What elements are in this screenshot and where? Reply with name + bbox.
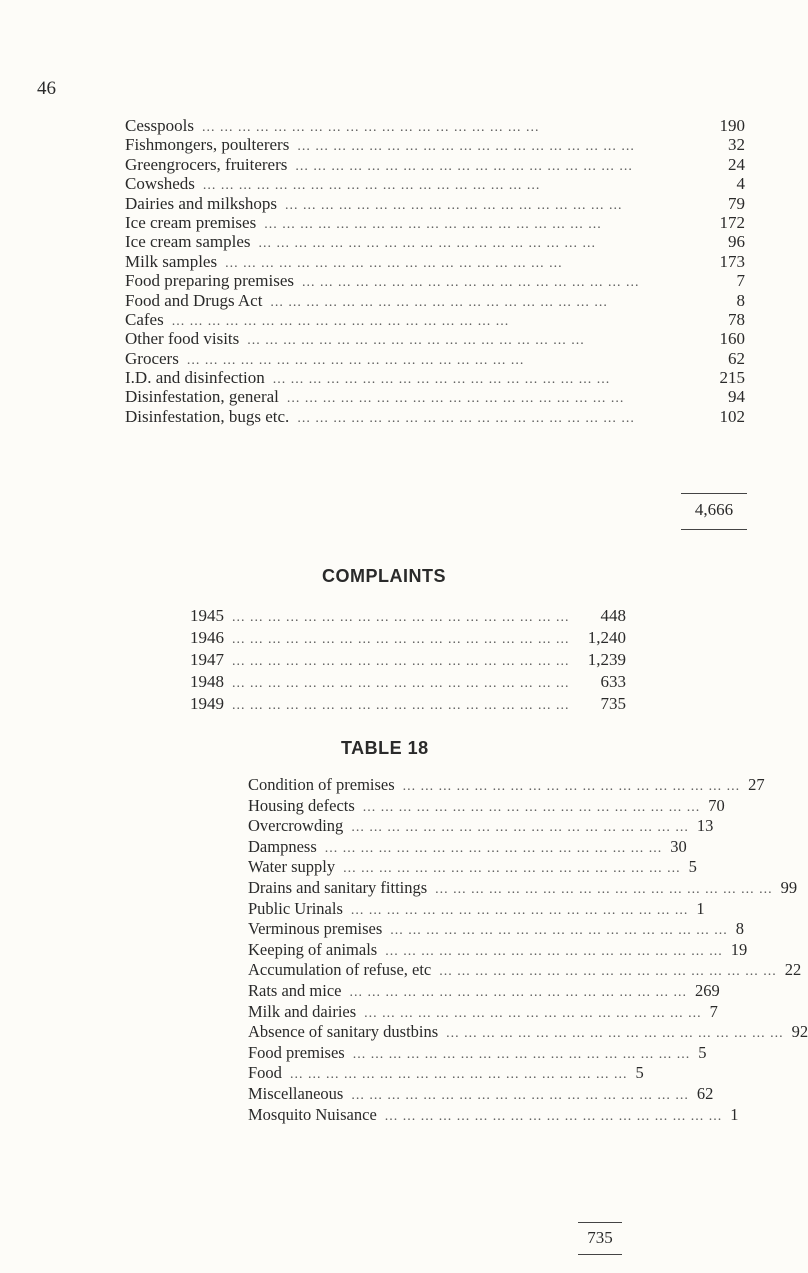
row-value: 78	[728, 309, 745, 329]
row-label: Food	[248, 1063, 282, 1083]
list-item	[125, 349, 745, 368]
list-item	[125, 271, 745, 290]
row-value: 22	[784, 960, 802, 980]
row-label: Rats and mice	[248, 980, 342, 1000]
list-item	[248, 1063, 644, 1084]
row-label: Housing defects	[248, 795, 355, 815]
row-label: I.D. and disinfection	[125, 368, 265, 388]
row-value: 8	[735, 919, 745, 939]
row-label: Cesspools	[125, 116, 194, 135]
leader-dots: ... ... ... ... ... ... ... ... ... ... ... ... ... ... ... ... ... ... ...	[232, 698, 570, 713]
table18-list	[248, 775, 808, 1125]
row-value: 172	[719, 212, 745, 232]
row-label: Other food visits	[125, 329, 240, 349]
list-item	[190, 627, 626, 649]
row-label: Water supply	[248, 857, 336, 877]
list-item	[125, 407, 745, 426]
list-item	[248, 795, 725, 817]
list-item	[248, 1001, 718, 1023]
list-item	[190, 671, 626, 693]
list-item	[248, 1022, 808, 1043]
leader-dots: ... ... ... ... ... ... ... ... ... ... ... ... ... ... ... ... ... ... ...	[402, 779, 741, 794]
row-label: Dairies and milkshops	[125, 193, 278, 213]
total-rule-top	[681, 493, 747, 494]
list-item	[248, 898, 705, 920]
leader-dots: ... ... ... ... ... ... ... ... ... ... ... ... ... ... ... ... ... ... ...	[285, 197, 623, 213]
leader-dots: ... ... ... ... ... ... ... ... ... ... ... ... ... ... ... ... ... ... ...	[171, 313, 510, 329]
leader-dots: ... ... ... ... ... ... ... ... ... ... ... ... ... ... ... ... ... ... ...	[351, 820, 689, 836]
row-label: 1948	[190, 672, 224, 691]
row-value: 215	[719, 368, 745, 388]
row-value: 70	[708, 795, 725, 815]
list-item	[125, 155, 745, 174]
leader-dots: ... ... ... ... ... ... ... ... ... ... ... ... ... ... ... ... ... ... ...	[202, 178, 541, 194]
leader-dots: ... ... ... ... ... ... ... ... ... ... ... ... ... ... ... ... ... ... ...	[232, 632, 570, 647]
list-item	[190, 693, 626, 715]
list-item	[125, 387, 745, 406]
row-value: 19	[730, 939, 748, 959]
list-item	[248, 980, 720, 1002]
leader-dots: ... ... ... ... ... ... ... ... ... ... ... ... ... ... ... ... ... ... ...	[390, 923, 728, 939]
row-label: 1949	[190, 694, 224, 713]
complaints-heading: COMPLAINTS	[322, 566, 446, 586]
list-item	[248, 775, 765, 796]
list-item	[248, 960, 802, 981]
row-value: 24	[728, 154, 745, 174]
leader-dots: ... ... ... ... ... ... ... ... ... ... ... ... ... ... ... ... ... ... ...	[435, 881, 773, 897]
list-item	[248, 1104, 739, 1126]
row-label: Absence of sanitary dustbins	[248, 1022, 439, 1042]
row-label: Ice cream premises	[125, 212, 257, 232]
row-value: 7	[709, 1001, 718, 1021]
row-label: 1945	[190, 606, 224, 625]
row-label: Ice cream samples	[125, 232, 251, 252]
row-value: 8	[736, 290, 745, 310]
row-label: Grocers	[125, 348, 179, 368]
list-item	[248, 877, 798, 899]
row-value: 633	[600, 672, 626, 691]
leader-dots: ... ... ... ... ... ... ... ... ... ... ... ... ... ... ... ... ... ... ...	[352, 1046, 691, 1062]
list-item	[125, 194, 745, 213]
row-label: Cafes	[125, 309, 164, 329]
leader-dots: ... ... ... ... ... ... ... ... ... ... ... ... ... ... ... ... ... ... ...	[351, 1087, 689, 1103]
inspections-total: 4,666	[694, 500, 734, 519]
row-label: Condition of premises	[248, 775, 395, 794]
list-item	[190, 605, 626, 627]
row-value: 99	[780, 877, 798, 897]
leader-dots: ... ... ... ... ... ... ... ... ... ... ... ... ... ... ... ... ... ... ...	[186, 352, 525, 368]
row-value: 160	[719, 329, 745, 349]
row-label: Food and Drugs Act	[125, 290, 263, 310]
leader-dots: ... ... ... ... ... ... ... ... ... ... ... ... ... ... ... ... ... ... ...	[295, 158, 633, 174]
list-item	[190, 649, 626, 671]
leader-dots: ... ... ... ... ... ... ... ... ... ... ... ... ... ... ... ... ... ... ...	[324, 840, 663, 856]
row-label: Disinfestation, bugs etc.	[125, 406, 290, 426]
row-value: 79	[728, 193, 745, 213]
list-item	[248, 919, 745, 940]
row-label: Milk samples	[125, 251, 218, 271]
row-label: Food premises	[248, 1042, 345, 1062]
list-item	[248, 1083, 714, 1105]
table18-heading: TABLE 18	[341, 738, 429, 758]
row-value: 13	[696, 816, 714, 836]
list-item	[248, 939, 748, 961]
leader-dots: ... ... ... ... ... ... ... ... ... ... ... ... ... ... ... ... ... ... ...	[446, 1026, 784, 1042]
leader-dots: ... ... ... ... ... ... ... ... ... ... ... ... ... ... ... ... ... ... ...	[439, 964, 777, 980]
row-value: 1,240	[587, 628, 626, 647]
row-value: 7	[736, 271, 745, 291]
row-label: 1947	[190, 650, 224, 669]
row-value: 4	[736, 174, 745, 194]
table18-total-rule-bottom	[578, 1254, 622, 1255]
list-item	[125, 213, 745, 232]
list-item	[125, 116, 745, 135]
row-value: 5	[688, 857, 697, 877]
leader-dots: ... ... ... ... ... ... ... ... ... ... ... ... ... ... ... ... ... ... ...	[272, 372, 611, 388]
row-label: Disinfestation, general	[125, 387, 279, 407]
row-value: 190	[719, 116, 745, 135]
row-label: Dampness	[248, 836, 317, 856]
row-value: 94	[728, 387, 745, 407]
leader-dots: ... ... ... ... ... ... ... ... ... ... ... ... ... ... ... ... ... ... ...	[385, 943, 723, 959]
row-value: 448	[600, 606, 626, 625]
leader-dots: ... ... ... ... ... ... ... ... ... ... ... ... ... ... ... ... ... ... ...	[302, 275, 640, 291]
row-value: 102	[719, 406, 745, 426]
row-value: 62	[696, 1083, 714, 1103]
list-item	[125, 291, 745, 310]
leader-dots: ... ... ... ... ... ... ... ... ... ... ... ... ... ... ... ... ... ... ...	[264, 216, 602, 232]
leader-dots: ... ... ... ... ... ... ... ... ... ... ... ... ... ... ... ... ... ... ...	[247, 333, 585, 349]
list-item	[125, 329, 745, 348]
row-value: 32	[728, 135, 745, 155]
row-value: 735	[600, 694, 626, 713]
row-label: Overcrowding	[248, 816, 344, 836]
leader-dots: ... ... ... ... ... ... ... ... ... ... ... ... ... ... ... ... ... ... ...	[349, 984, 687, 1000]
row-label: Public Urinals	[248, 898, 343, 918]
row-value: 5	[698, 1042, 707, 1062]
row-value: 30	[670, 836, 687, 856]
row-label: Cowsheds	[125, 174, 195, 194]
row-label: Verminous premises	[248, 919, 383, 939]
row-label: Miscellaneous	[248, 1083, 344, 1103]
row-value: 62	[728, 348, 745, 368]
row-label: 1946	[190, 628, 224, 647]
row-label: Milk and dairies	[248, 1001, 357, 1021]
row-value: 173	[719, 251, 745, 271]
list-item	[248, 836, 687, 858]
list-item	[125, 232, 745, 251]
leader-dots: ... ... ... ... ... ... ... ... ... ... ... ... ... ... ... ... ... ... ...	[384, 1108, 723, 1124]
row-label: Drains and sanitary fittings	[248, 877, 428, 897]
leader-dots: ... ... ... ... ... ... ... ... ... ... ... ... ... ... ... ... ... ... ...	[289, 1067, 628, 1083]
row-value: 1,239	[587, 650, 626, 669]
row-label: Greengrocers, fruiterers	[125, 154, 288, 174]
row-value: 96	[728, 232, 745, 252]
leader-dots: ... ... ... ... ... ... ... ... ... ... ... ... ... ... ... ... ... ... ...	[258, 236, 597, 252]
total-rule-bottom	[681, 529, 747, 530]
row-label: Keeping of animals	[248, 939, 378, 959]
row-value: 92	[791, 1022, 808, 1042]
page-number: 46	[37, 78, 56, 99]
list-item	[125, 135, 745, 154]
leader-dots: ... ... ... ... ... ... ... ... ... ... ... ... ... ... ... ... ... ... ...	[270, 294, 608, 310]
leader-dots: ... ... ... ... ... ... ... ... ... ... ... ... ... ... ... ... ... ... ...	[297, 410, 635, 426]
list-item	[125, 252, 745, 271]
row-value: 27	[748, 775, 765, 794]
leader-dots: ... ... ... ... ... ... ... ... ... ... ... ... ... ... ... ... ... ... ...	[362, 799, 701, 815]
inspections-list	[125, 116, 745, 426]
list-item	[125, 310, 745, 329]
leader-dots: ... ... ... ... ... ... ... ... ... ... ... ... ... ... ... ... ... ... ...	[232, 610, 570, 625]
row-label: Food preparing premises	[125, 271, 295, 291]
leader-dots: ... ... ... ... ... ... ... ... ... ... ... ... ... ... ... ... ... ... ...	[201, 120, 540, 135]
list-item	[248, 816, 714, 837]
list-item	[248, 1042, 707, 1064]
leader-dots: ... ... ... ... ... ... ... ... ... ... ... ... ... ... ... ... ... ... ...	[297, 139, 635, 155]
row-label: Mosquito Nuisance	[248, 1104, 377, 1124]
leader-dots: ... ... ... ... ... ... ... ... ... ... ... ... ... ... ... ... ... ... ...	[232, 676, 570, 691]
complaints-list	[190, 605, 626, 715]
row-value: 1	[730, 1104, 739, 1124]
row-value: 1	[696, 898, 705, 918]
table18-total: 735	[587, 1228, 613, 1247]
list-item	[125, 174, 745, 193]
leader-dots: ... ... ... ... ... ... ... ... ... ... ... ... ... ... ... ... ... ... ...	[364, 1005, 702, 1021]
list-item	[125, 368, 745, 387]
leader-dots: ... ... ... ... ... ... ... ... ... ... ... ... ... ... ... ... ... ... ...	[232, 654, 570, 669]
row-label: Fishmongers, poulterers	[125, 135, 290, 155]
leader-dots: ... ... ... ... ... ... ... ... ... ... ... ... ... ... ... ... ... ... ...	[350, 902, 689, 918]
leader-dots: ... ... ... ... ... ... ... ... ... ... ... ... ... ... ... ... ... ... ...	[343, 861, 681, 877]
row-label: Accumulation of refuse, etc	[248, 960, 432, 980]
leader-dots: ... ... ... ... ... ... ... ... ... ... ... ... ... ... ... ... ... ... ...	[286, 391, 625, 407]
table18-total-rule-top	[578, 1222, 622, 1223]
list-item	[248, 857, 697, 878]
row-value: 269	[694, 980, 720, 1000]
leader-dots: ... ... ... ... ... ... ... ... ... ... ... ... ... ... ... ... ... ... ...	[225, 255, 563, 271]
row-value: 5	[635, 1063, 644, 1083]
